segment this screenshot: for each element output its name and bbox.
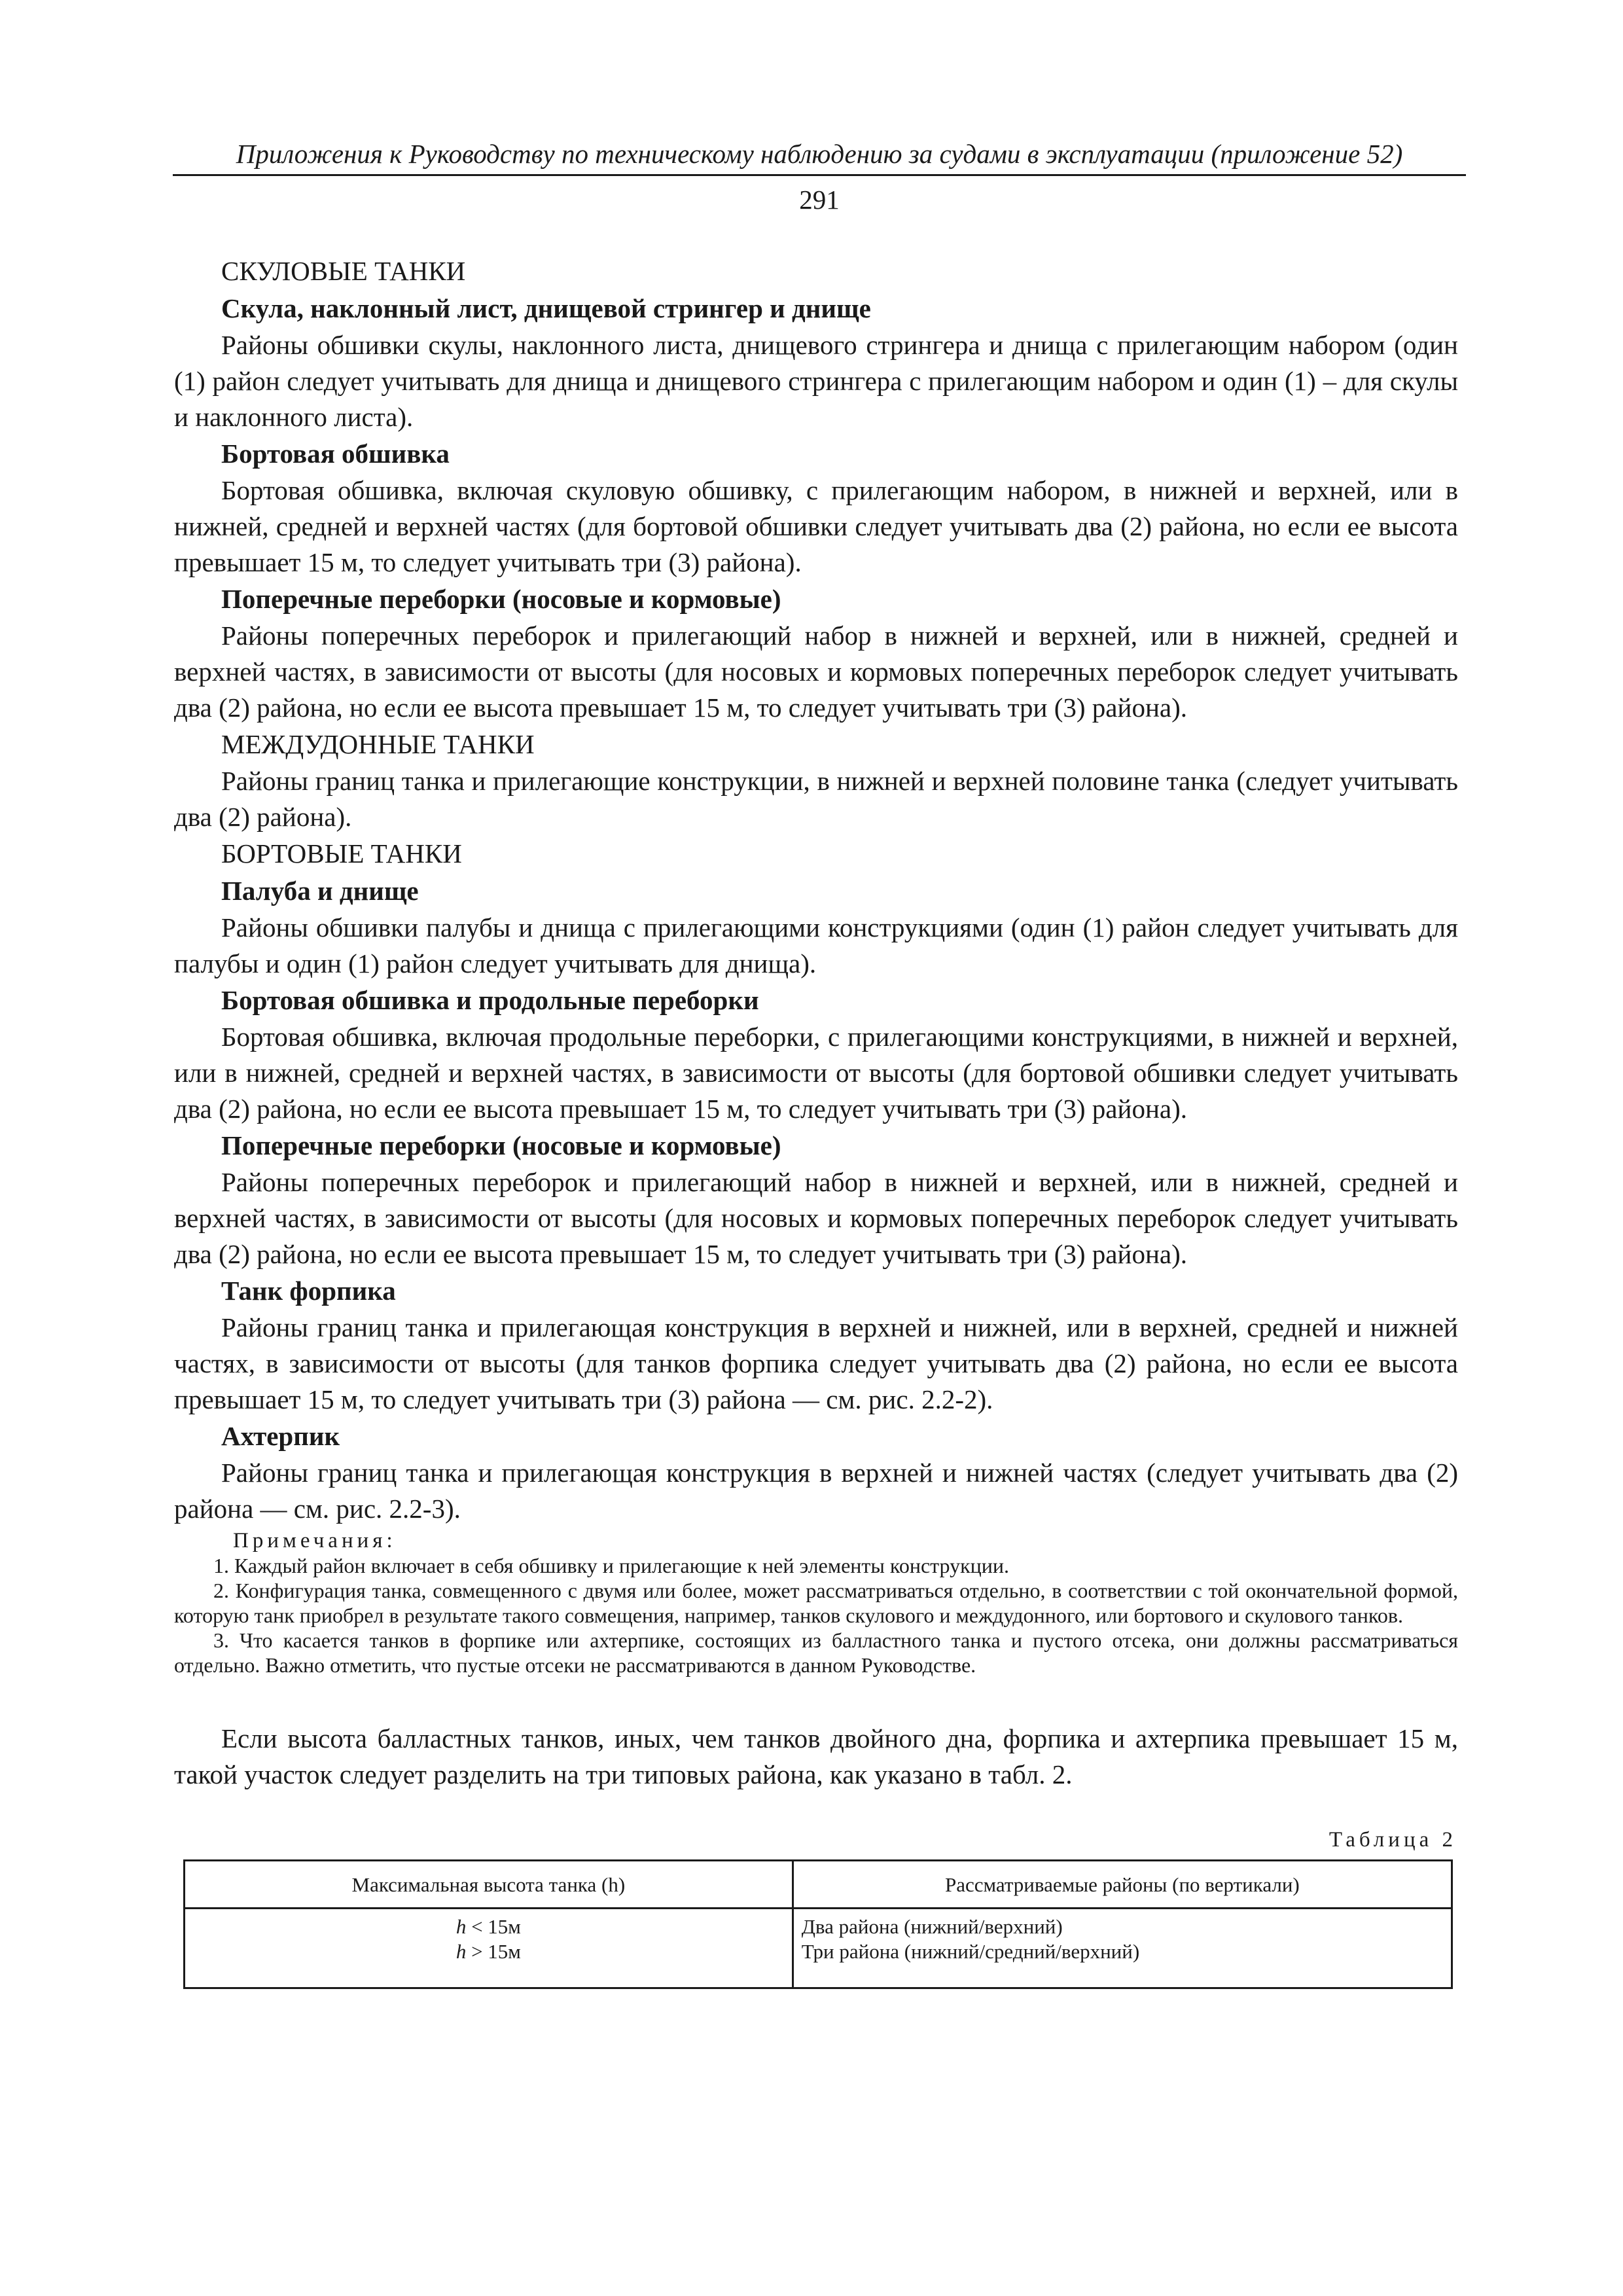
height-condition xyxy=(186,1939,791,1964)
note-item: 3. Что касается танков в форпике или ахтерпике, состоящих из балластного танка и пустого отсека, они должны рассматриваться отдельно. Важно отметить, что пустые отсеки не рассматриваются в данном Руководстве. xyxy=(174,1628,1458,1677)
height-value: < 15м xyxy=(466,1915,521,1938)
paragraph: Районы поперечных переборок и прилегающий набор в нижней и верхней, или в нижней, средней и верхней частях, в зависимости от высоты (для носовых и кормовых поперечных переборок следует учитывать два (2) района, но если ее высота превышает 15 м, то следует учитывать три (3) района). xyxy=(174,1167,1458,1269)
paragraph: Бортовая обшивка, включая продольные переборки, с прилегающими конструкциями, в нижней и верхней, или в нижней, средней и верхней частях, в зависимости от высоты (для бортовой обшивки следует учитывать два (2) района, но если ее высота превышает 15 м, то следует учитывать три (3) района). xyxy=(174,1022,1458,1124)
running-header: Приложения к Руководству по техническому наблюдению за судами в эксплуатации (приложение 52) xyxy=(173,136,1466,176)
notes-title: Примечания: xyxy=(233,1529,397,1552)
paragraph: Районы обшивки палубы и днища с прилегающими конструкциями (один (1) район следует учитывать для палубы и один (1) район следует учитывать для днища). xyxy=(174,912,1458,978)
note-item: 2. Конфигурация танка, совмещенного с двумя или более, может рассматриваться отдельно, в соответствии с той окончательной формой, которую танк приобрел в результате такого совмещения, например, танков скулового и междудонного, или бортового и скулового танков. xyxy=(174,1579,1458,1627)
table-cell-height xyxy=(185,1909,793,1988)
table-cell-zones xyxy=(793,1909,1452,1988)
subheading: Скула, наклонный лист, днищевой стрингер и днище xyxy=(221,293,871,323)
column-header: Рассматриваемые районы (по вертикали) xyxy=(793,1861,1452,1909)
height-value: > 15м xyxy=(466,1940,521,1963)
subheading: Поперечные переборки (носовые и кормовые) xyxy=(221,1130,781,1160)
paragraph: Районы границ танка и прилегающие конструкции, в нижней и верхней половине танка (следует учитывать два (2) района). xyxy=(174,766,1458,832)
section-title-bilge-tanks: СКУЛОВЫЕ ТАНКИ xyxy=(221,256,466,286)
zones-table xyxy=(183,1859,1453,1989)
section-title-double-bottom: МЕЖДУДОННЫЕ ТАНКИ xyxy=(221,729,535,759)
paragraph: Районы границ танка и прилегающая конструкция в верхней и нижней, или в верхней, средней и нижней частях, в зависимости от высоты (для танков форпика следует учитывать два (2) района, но если ее высота превышает 15 м, то следует учитывать три (3) района — см. рис. 2.2-2). xyxy=(174,1312,1458,1414)
subheading: Палуба и днище xyxy=(221,876,419,906)
closing-paragraph: Если высота балластных танков, иных, чем танков двойного дна, форпика и ахтерпика превышает 15 м, такой участок следует разделить на три типовых района, как указано в табл. 2. xyxy=(174,1723,1458,1789)
height-variable: h xyxy=(455,1940,467,1963)
paragraph: Районы поперечных переборок и прилегающий набор в нижней и верхней, или в нижней, средней и верхней частях, в зависимости от высоты (для носовых и кормовых поперечных переборок следует учитывать два (2) района, но если ее высота превышает 15 м, то следует учитывать три (3) района). xyxy=(174,620,1458,723)
page-number: 291 xyxy=(799,185,840,215)
height-condition xyxy=(186,1914,791,1939)
subheading: Поперечные переборки (носовые и кормовые) xyxy=(221,584,781,614)
table-row xyxy=(185,1909,1452,1988)
section-title-side-tanks: БОРТОВЫЕ ТАНКИ xyxy=(221,838,462,869)
zones-text: Три района (нижний/средний/верхний) xyxy=(801,1940,1140,1963)
subheading: Ахтерпик xyxy=(221,1421,340,1451)
column-header: Максимальная высота танка (h) xyxy=(185,1861,793,1909)
note-item: 1. Каждый район включает в себя обшивку и прилегающие к ней элементы конструкции. xyxy=(213,1554,1010,1577)
height-variable: h xyxy=(455,1915,467,1938)
document-body xyxy=(174,253,1458,1989)
subheading: Танк форпика xyxy=(221,1276,396,1306)
subheading: Бортовая обшивка и продольные переборки xyxy=(221,985,759,1015)
subheading: Бортовая обшивка xyxy=(221,439,450,469)
paragraph: Районы границ танка и прилегающая конструкция в верхней и нижней частях (следует учитывать два (2) района — см. рис. 2.2-3). xyxy=(174,1458,1458,1524)
notes-block xyxy=(174,1528,1458,1677)
table-header-row xyxy=(185,1861,1452,1909)
paragraph: Районы обшивки скулы, наклонного листа, днищевого стрингера и днища с прилегающим набором (один (1) район следует учитывать для днища и днищевого стрингера с прилегающим набором и один (1) – для скулы и наклонного листа). xyxy=(174,330,1458,432)
paragraph: Бортовая обшивка, включая скуловую обшивку, с прилегающим набором, в нижней и верхней, или в нижней, средней и верхней частях (для бортовой обшивки следует учитывать два (2) района, но если ее высота превышает 15 м, то следует учитывать три (3) района). xyxy=(174,475,1458,577)
zones-text: Два района (нижний/верхний) xyxy=(801,1915,1063,1938)
table-caption: Таблица 2 xyxy=(1329,1828,1457,1852)
